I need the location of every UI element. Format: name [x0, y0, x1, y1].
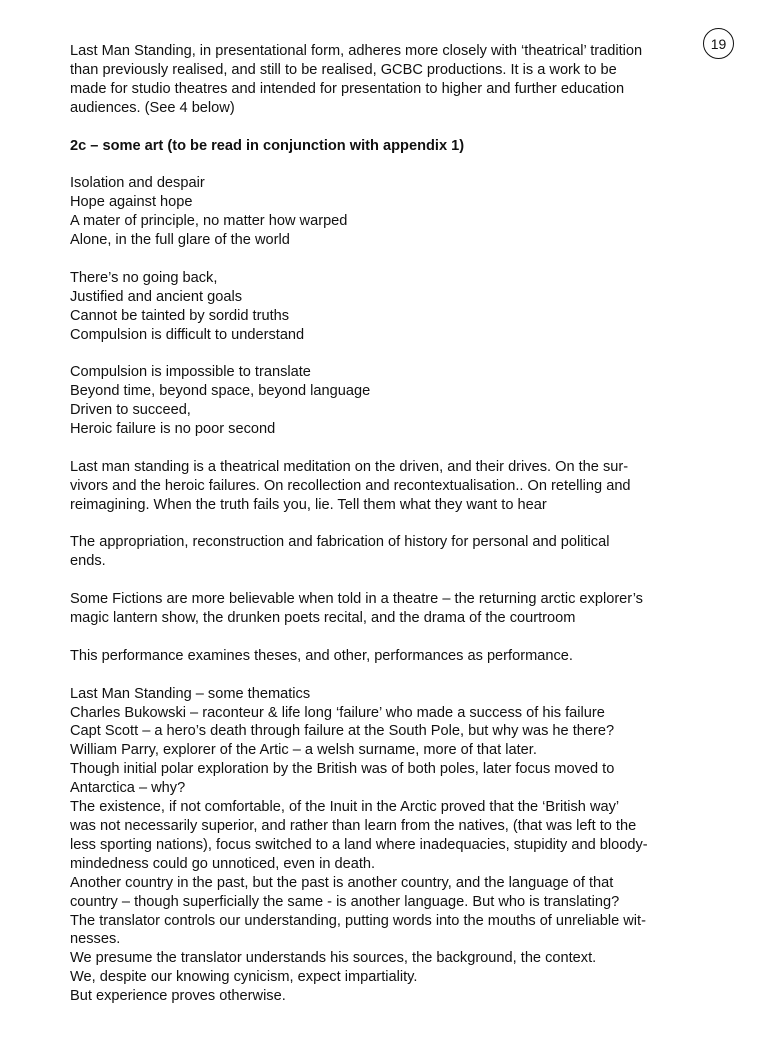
text-line: Some Fictions are more believable when told in a theatre – the returning arctic explorer’s: [70, 591, 643, 608]
poem-line: Beyond time, beyond space, beyond language: [70, 383, 371, 400]
body-paragraph-performance: [70, 647, 710, 666]
text-line: ends.: [70, 553, 106, 570]
poem-line: Driven to succeed,: [70, 402, 191, 419]
thematics-line: We, despite our knowing cynicism, expect impartiality.: [70, 969, 418, 986]
text-line: This performance examines theses, and other, performances as performance.: [70, 647, 573, 664]
thematics-line: nesses.: [70, 931, 121, 948]
poem-stanza-2: [70, 269, 710, 345]
poem-line: Justified and ancient goals: [70, 288, 242, 305]
thematics-line: less sporting nations), focus switched to a land where inadequacies, stupidity and bloody-: [70, 836, 648, 853]
thematics-line: was not necessarily superior, and rather than learn from the natives, (that was left to the: [70, 818, 637, 835]
intro-paragraph: [70, 42, 710, 118]
thematics-line: Capt Scott – a hero’s death through failure at the South Pole, but why was he there?: [70, 723, 615, 740]
text-line: magic lantern show, the drunken poets recital, and the drama of the courtroom: [70, 610, 576, 627]
thematics-line: Though initial polar exploration by the British was of both poles, later focus moved to: [70, 761, 615, 778]
thematics-line: The translator controls our understanding, putting words into the mouths of unreliable wit-: [70, 912, 646, 929]
thematics-line: Another country in the past, but the past is another country, and the language of that: [70, 874, 614, 891]
text-line: The appropriation, reconstruction and fabrication of history for personal and political: [70, 534, 610, 551]
section-heading: [70, 137, 710, 156]
poem-line: Isolation and despair: [70, 175, 205, 192]
thematics-line: mindedness could go unnoticed, even in death.: [70, 855, 376, 872]
section-heading-text: 2c – some art (to be read in conjunction with appendix 1): [70, 137, 465, 154]
poem-line: Compulsion is impossible to translate: [70, 364, 311, 381]
body-paragraph-meditation: [70, 458, 710, 515]
thematics-line: We presume the translator understands his sources, the background, the context.: [70, 950, 597, 967]
document-body: [70, 42, 710, 1025]
poem-line: Heroic failure is no poor second: [70, 421, 276, 438]
body-paragraph-appropriation: [70, 533, 710, 571]
thematics-line: But experience proves otherwise.: [70, 988, 286, 1005]
thematics-line: William Parry, explorer of the Artic – a welsh surname, more of that later.: [70, 742, 537, 759]
poem-line: Hope against hope: [70, 194, 193, 211]
poem-stanza-1: [70, 174, 710, 250]
thematics-line: Antarctica – why?: [70, 780, 186, 797]
page-number: 19: [703, 28, 734, 59]
text-line: audiences. (See 4 below): [70, 99, 235, 116]
text-line: reimagining. When the truth fails you, lie. Tell them what they want to hear: [70, 496, 547, 513]
text-line: vivors and the heroic failures. On recollection and recontextualisation.. On retelling and: [70, 477, 631, 494]
thematics-block: [70, 685, 710, 1006]
text-line: Last Man Standing, in presentational form, adheres more closely with ‘theatrical’ tradition: [70, 43, 643, 59]
poem-line: There’s no going back,: [70, 269, 218, 286]
poem-line: Alone, in the full glare of the world: [70, 232, 290, 249]
poem-line: A mater of principle, no matter how warped: [70, 213, 348, 230]
thematics-line: The existence, if not comfortable, of the Inuit in the Arctic proved that the ‘British way’: [70, 799, 620, 816]
text-line: than previously realised, and still to be realised, GCBC productions. It is a work to be: [70, 61, 617, 78]
text-line: made for studio theatres and intended for presentation to higher and further education: [70, 80, 625, 97]
text-line: Last man standing is a theatrical meditation on the driven, and their drives. On the sur-: [70, 458, 629, 475]
thematics-title: Last Man Standing – some thematics: [70, 685, 311, 702]
thematics-line: country – though superficially the same - is another language. But who is translating?: [70, 893, 620, 910]
poem-stanza-3: [70, 363, 710, 439]
thematics-line: Charles Bukowski – raconteur & life long ‘failure’ who made a success of his failure: [70, 704, 605, 721]
poem-line: Cannot be tainted by sordid truths: [70, 307, 290, 324]
body-paragraph-fictions: [70, 590, 710, 628]
poem-line: Compulsion is difficult to understand: [70, 326, 305, 343]
